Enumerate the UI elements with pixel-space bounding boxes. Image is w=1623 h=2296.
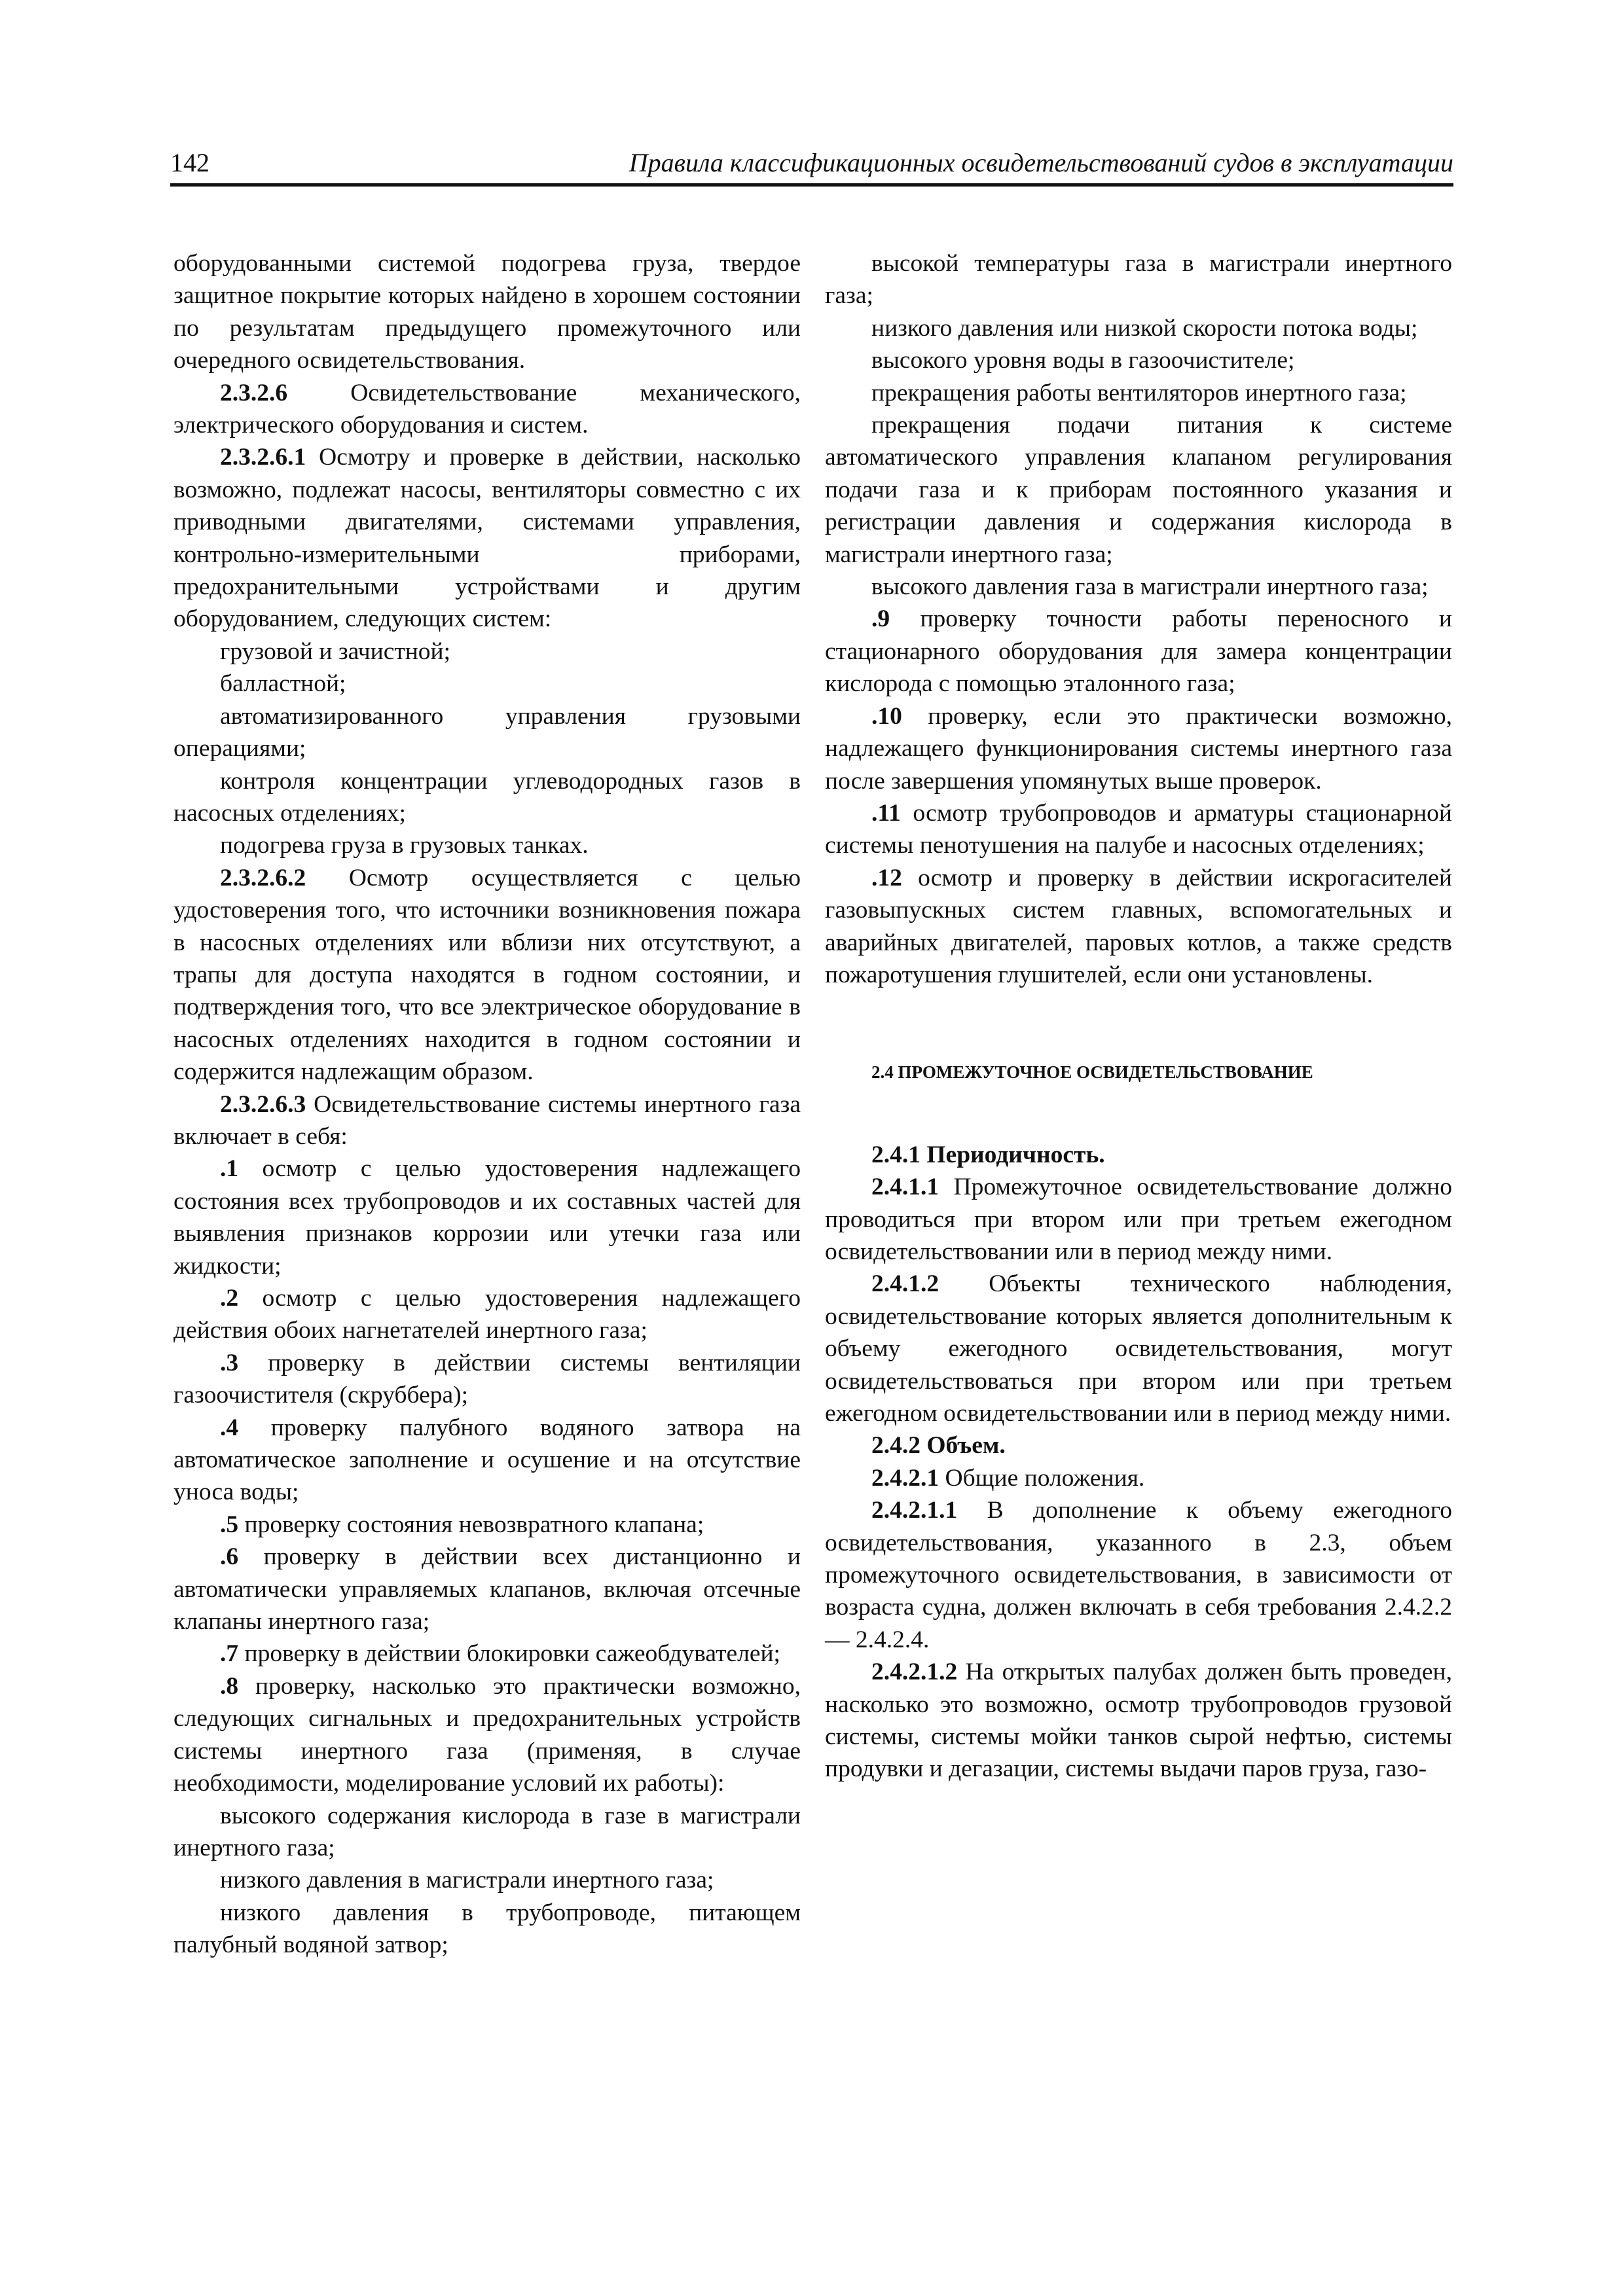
paragraph bbox=[173, 1670, 801, 1800]
paragraph-text: проверку, насколько это практически возможно, следующих сигнальных и предохранительных устройств системы инертного газа (применяя, в случае необходимости, моделирование условий их работы): bbox=[173, 1672, 801, 1797]
paragraph-text: осмотр трубопроводов и арматуры стационарной системы пенотушения на палубе и насосных отделениях; bbox=[825, 799, 1452, 859]
paragraph bbox=[825, 700, 1452, 797]
paragraph-text: Объекты технического наблюдения, освидетельствование которых является дополнительным к объему ежегодного освидетельствования, могут освидетельствоваться при втором или при третьем ежегодном освидетельствовании или в период между ними. bbox=[825, 1270, 1452, 1427]
paragraph bbox=[825, 312, 1452, 344]
paragraph-text: низкого давления в трубопроводе, питающем палубный водяной затвор; bbox=[173, 1899, 801, 1959]
paragraph-text: высокого уровня воды в газоочистителе; bbox=[871, 347, 1295, 374]
paragraph bbox=[825, 797, 1452, 862]
clause-number: .2 bbox=[220, 1285, 239, 1312]
paragraph-text: грузовой и зачистной; bbox=[220, 637, 451, 665]
paragraph bbox=[173, 441, 801, 635]
paragraph-text: проверку в действии системы вентиляции газоочистителя (скруббера); bbox=[173, 1349, 801, 1409]
paragraph-text: Промежуточное освидетельствование должно проводиться при втором или при третьем ежегодном освидетельствовании или в период между ними. bbox=[825, 1174, 1452, 1265]
paragraph-text: осмотр с целью удостоверения надлежащего состояния всех трубопроводов и их составных частей для выявления признаков коррозии или утечки газа или жидкости; bbox=[173, 1155, 801, 1280]
clause-number: 2.4.1.2 bbox=[871, 1270, 939, 1298]
paragraph-text: Осмотру и проверке в действии, насколько возможно, подлежат насосы, вентиляторы совместно с их приводными двигателями, системами управления, контрольно-измерительными приборами, предохранительными устройствами и другим оборудованием, следующих систем: bbox=[173, 444, 801, 633]
right-column-top bbox=[825, 247, 1452, 991]
paragraph-text: осмотр и проверку в действии искрогасителей газовыпускных систем главных, вспомогательных и аварийных двигателей, паровых котлов, а также средств пожаротушения глушителей, если они установлены. bbox=[825, 864, 1452, 988]
paragraph bbox=[173, 636, 801, 668]
paragraph bbox=[825, 247, 1452, 312]
paragraph-text: проверку, если это практически возможно, надлежащего функционирования системы инертного газа после завершения упомянутых выше проверок. bbox=[825, 702, 1452, 795]
paragraph bbox=[825, 1171, 1452, 1268]
right-column bbox=[825, 247, 1452, 1785]
paragraph bbox=[173, 377, 801, 442]
paragraph bbox=[825, 1429, 1452, 1462]
section-heading: 2.4 ПРОМЕЖУТОЧНОЕ ОСВИДЕТЕЛЬСТВОВАНИЕ bbox=[871, 1062, 1313, 1083]
paragraph-text: оборудованными системой подогрева груза, твердое защитное покрытие которых найдено в хорошем состоянии по результатам предыдущего промежуточного или очередного освидетельствования. bbox=[173, 250, 801, 374]
paragraph-text: низкого давления в магистрали инертного газа; bbox=[220, 1867, 714, 1894]
clause-number: .10 bbox=[871, 702, 902, 730]
running-title: Правила классификационных освидетельствований судов в эксплуатации bbox=[629, 148, 1453, 177]
paragraph bbox=[825, 377, 1452, 409]
paragraph bbox=[173, 1541, 801, 1638]
clause-number: 2.4.1.1 bbox=[871, 1174, 939, 1201]
paragraph bbox=[173, 1347, 801, 1412]
page-number: 142 bbox=[170, 148, 210, 177]
paragraph bbox=[173, 862, 801, 1088]
paragraph bbox=[173, 1800, 801, 1865]
clause-number: 2.3.2.6.1 bbox=[220, 444, 306, 471]
clause-number: 2.4.2.1 bbox=[871, 1464, 939, 1492]
clause-number: .12 bbox=[871, 864, 902, 891]
clause-number: 2.3.2.6.2 bbox=[220, 864, 306, 891]
clause-number: 2.4.2.1.1 bbox=[871, 1497, 958, 1524]
paragraph bbox=[173, 765, 801, 830]
paragraph bbox=[173, 1282, 801, 1347]
paragraph bbox=[825, 1494, 1452, 1656]
paragraph-text: контроля концентрации углеводородных газов в насосных отделениях; bbox=[173, 767, 801, 827]
paragraph-text: проверку точности работы переносного и стационарного оборудования для замера концентрации кислорода с помощью эталонного газа; bbox=[825, 605, 1452, 698]
paragraph bbox=[825, 571, 1452, 603]
paragraph bbox=[173, 1088, 801, 1153]
paragraph bbox=[173, 1153, 801, 1282]
paragraph-text: На открытых палубах должен быть проведен, насколько это возможно, осмотр трубопроводов грузовой системы, системы мойки танков сырой нефтью, системы продувки и дегазации, системы выдачи паров груза, газо- bbox=[825, 1659, 1452, 1783]
paragraph bbox=[825, 1268, 1452, 1429]
clause-number: .11 bbox=[871, 799, 901, 827]
paragraph bbox=[825, 409, 1452, 571]
paragraph-text: проверку в действии блокировки сажеобдувателей; bbox=[238, 1640, 780, 1668]
paragraph bbox=[173, 1897, 801, 1962]
paragraph-text: балластной; bbox=[220, 670, 346, 698]
paragraph-text: Освидетельствование механического, электрического оборудования и систем. bbox=[173, 379, 801, 439]
paragraph-text: Освидетельствование системы инертного газа включает в себя: bbox=[173, 1090, 801, 1150]
clause-number: .1 bbox=[220, 1155, 239, 1183]
paragraph-text: низкого давления или низкой скорости потока воды; bbox=[871, 314, 1418, 342]
paragraph bbox=[825, 1462, 1452, 1494]
paragraph bbox=[173, 668, 801, 700]
paragraph bbox=[173, 1509, 801, 1541]
paragraph-text: проверку в действии всех дистанционно и автоматически управляемых клапанов, включая отсечные клапаны инертного газа; bbox=[173, 1543, 801, 1636]
clause-number: .5 bbox=[220, 1511, 239, 1538]
clause-number: .9 bbox=[871, 605, 890, 633]
page-header bbox=[170, 144, 1453, 187]
paragraph bbox=[825, 1656, 1452, 1785]
paragraph-text: высокой температуры газа в магистрали инертного газа; bbox=[825, 250, 1452, 310]
paragraph-text: Общие положения. bbox=[939, 1464, 1145, 1492]
paragraph bbox=[173, 1412, 801, 1509]
clause-number: 2.4.2 Объем. bbox=[871, 1432, 1006, 1460]
clause-number: 2.3.2.6 bbox=[220, 379, 288, 406]
paragraph-text: Осмотр осуществляется с целью удостоверения того, что источники возникновения пожара в насосных отделениях или вблизи них отсутствуют, а трапы для доступа находятся в годном состоянии, и подтверждения того, что все электрическое оборудование в насосных отделениях находится в годном состоянии и содержится надлежащим образом. bbox=[173, 864, 801, 1086]
paragraph bbox=[173, 829, 801, 861]
paragraph-text: прекращения подачи питания к системе автоматического управления клапаном регулирования подачи газа и к приборам постоянного указания и регистрации давления и содержания кислорода в магистрали инертного газа; bbox=[825, 412, 1452, 568]
clause-number: .4 bbox=[220, 1414, 239, 1441]
clause-number: 2.4.2.1.2 bbox=[871, 1659, 958, 1686]
paragraph-text: проверку палубного водяного затвора на автоматическое заполнение и осушение и на отсутствие уноса воды; bbox=[173, 1414, 801, 1506]
paragraph bbox=[173, 1638, 801, 1670]
paragraph-text: осмотр с целью удостоверения надлежащего действия обоих нагнетателей инертного газа; bbox=[173, 1285, 801, 1344]
paragraph bbox=[825, 344, 1452, 376]
clause-number: 2.4.1 Периодичность. bbox=[871, 1141, 1105, 1168]
paragraph bbox=[173, 247, 801, 377]
paragraph-text: проверку состояния невозвратного клапана; bbox=[238, 1511, 704, 1538]
left-column bbox=[173, 247, 801, 1962]
paragraph bbox=[173, 1864, 801, 1896]
clause-number: 2.3.2.6.3 bbox=[220, 1090, 306, 1118]
paragraph bbox=[825, 1139, 1452, 1171]
paragraph-text: прекращения работы вентиляторов инертного газа; bbox=[871, 379, 1407, 406]
paragraph bbox=[825, 603, 1452, 700]
paragraph-text: высокого давления газа в магистрали инертного газа; bbox=[871, 573, 1429, 601]
paragraph-text: подогрева груза в грузовых танках. bbox=[220, 832, 589, 859]
clause-number: .8 bbox=[220, 1672, 239, 1700]
paragraph-text: высокого содержания кислорода в газе в магистрали инертного газа; bbox=[173, 1802, 801, 1861]
paragraph bbox=[825, 862, 1452, 992]
paragraph bbox=[173, 700, 801, 765]
clause-number: .7 bbox=[220, 1640, 239, 1668]
clause-number: .6 bbox=[220, 1543, 239, 1571]
paragraph-text: автоматизированного управления грузовыми операциями; bbox=[173, 702, 801, 762]
clause-number: .3 bbox=[220, 1349, 239, 1376]
right-column-bottom bbox=[825, 1139, 1452, 1785]
paragraph-text: В дополнение к объему ежегодного освидетельствования, указанного в 2.3, объем промежуточного освидетельствования, в зависимости от возраста судна, должен включать в себя требования 2.4.2.2 — 2.4.2.4. bbox=[825, 1497, 1452, 1653]
